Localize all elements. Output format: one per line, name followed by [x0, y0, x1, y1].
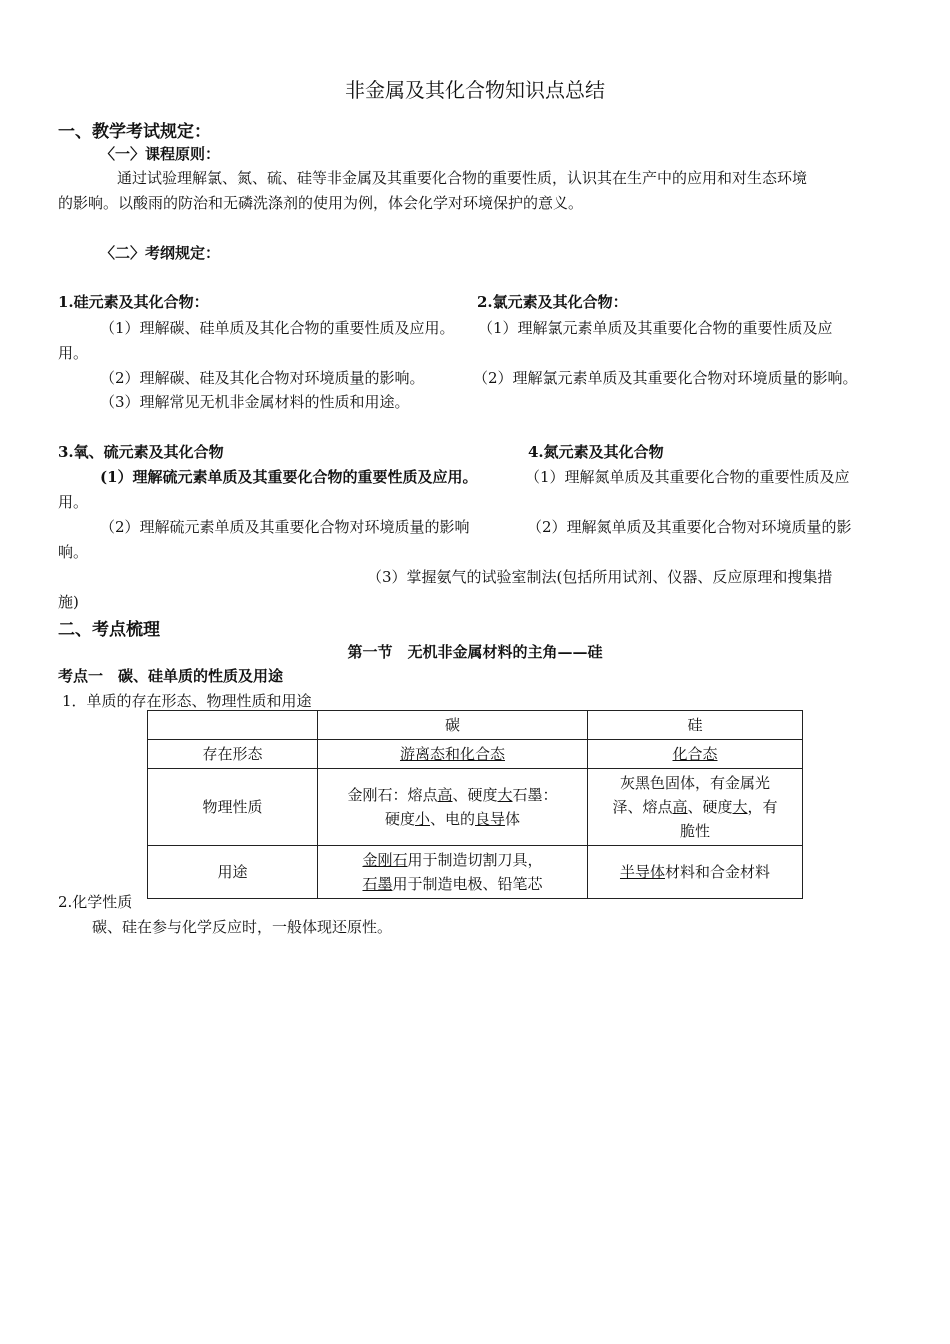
table-row: [148, 846, 803, 899]
cl-heading: 2.氯元素及其化合物：: [477, 293, 628, 311]
cl-item1-cont: 用。: [58, 344, 89, 362]
n-item1: （1）理解氮单质及其重要化合物的重要性质及应: [525, 468, 850, 486]
table-row: [148, 769, 803, 846]
header-empty-cell: [148, 711, 318, 740]
section1-heading: 一、教学考试规定：: [58, 122, 211, 142]
n-item2-cont: 响。: [58, 543, 89, 561]
si-item1: （1）理解碳、硅单质及其化合物的重要性质及应用。: [100, 319, 455, 337]
os-heading: 3.氧、硫元素及其化合物: [58, 443, 224, 461]
silicon-uses: 半导体材料和合金材料: [588, 846, 803, 899]
n-item3: （3）掌握氨气的试验室制法(包括所用试剂、仪器、反应原理和搜集措: [367, 568, 833, 586]
si-item3: （3）理解常见无机非金属材料的性质和用途。: [100, 393, 410, 411]
carbon-physical: 金刚石：熔点高、硬度大石墨： 硬度小、电的良导体: [318, 769, 588, 846]
syllabus-heading: 〈二〉考纲规定：: [100, 244, 221, 262]
silicon-physical: 灰黑色固体，有金属光 泽、熔点高、硬度大，有 脆性: [588, 769, 803, 846]
carbon-state: 游离态和化合态: [318, 740, 588, 769]
chapter-title: 第一节 无机非金属材料的主角——硅: [347, 643, 603, 661]
page-title: 非金属及其化合物知识点总结: [345, 78, 605, 102]
n-item3-cont: 施): [58, 593, 79, 611]
course-principle-line1: 通过试验理解氯、氮、硫、硅等非金属及其重要化合物的重要性质，认识其在生产中的应用和对生态环境: [117, 169, 808, 187]
cl-item1: （1）理解氯元素单质及其重要化合物的重要性质及应: [478, 319, 833, 337]
course-principle-heading: 〈一〉课程原则：: [100, 145, 221, 163]
cl-item2: （2）理解氯元素单质及其重要化合物对环境质量的影响。: [473, 369, 858, 387]
n-item1-cont: 用。: [58, 493, 89, 511]
sub2-text: 碳、硅在参与化学反应时，一般体现还原性。: [92, 918, 393, 936]
row-label-state: 存在形态: [148, 740, 318, 769]
row-label-physical: 物理性质: [148, 769, 318, 846]
header-carbon: 碳: [318, 711, 588, 740]
row-label-uses: 用途: [148, 846, 318, 899]
section2-heading: 二、考点梳理: [58, 620, 160, 640]
sub1-heading: 1．单质的存在形态、物理性质和用途: [62, 692, 312, 710]
n-item2: （2）理解氮单质及其重要化合物对环境质量的影: [527, 518, 852, 536]
course-principle-line2: 的影响。以酸雨的防治和无磷洗涤剂的使用为例，体会化学对环境保护的意义。: [58, 194, 584, 212]
si-item2: （2）理解碳、硅及其化合物对环境质量的影响。: [100, 369, 425, 387]
properties-table: [147, 710, 803, 899]
n-heading: 4.氮元素及其化合物: [528, 443, 664, 461]
carbon-uses: 金刚石用于制造切割刀具， 石墨用于制造电极、铅笔芯: [318, 846, 588, 899]
os-item1: (1）理解硫元素单质及其重要化合物的重要性质及应用。: [100, 468, 478, 486]
table-header-row: [148, 711, 803, 740]
silicon-state: 化合态: [588, 740, 803, 769]
sub2-heading: 2.化学性质: [58, 893, 133, 911]
table-row: [148, 740, 803, 769]
os-item2: （2）理解硫元素单质及其重要化合物对环境质量的影响: [100, 518, 470, 536]
header-silicon: 硅: [588, 711, 803, 740]
si-heading: 1.硅元素及其化合物：: [58, 293, 209, 311]
point1-heading: 考点一 碳、硅单质的性质及用途: [58, 667, 284, 685]
